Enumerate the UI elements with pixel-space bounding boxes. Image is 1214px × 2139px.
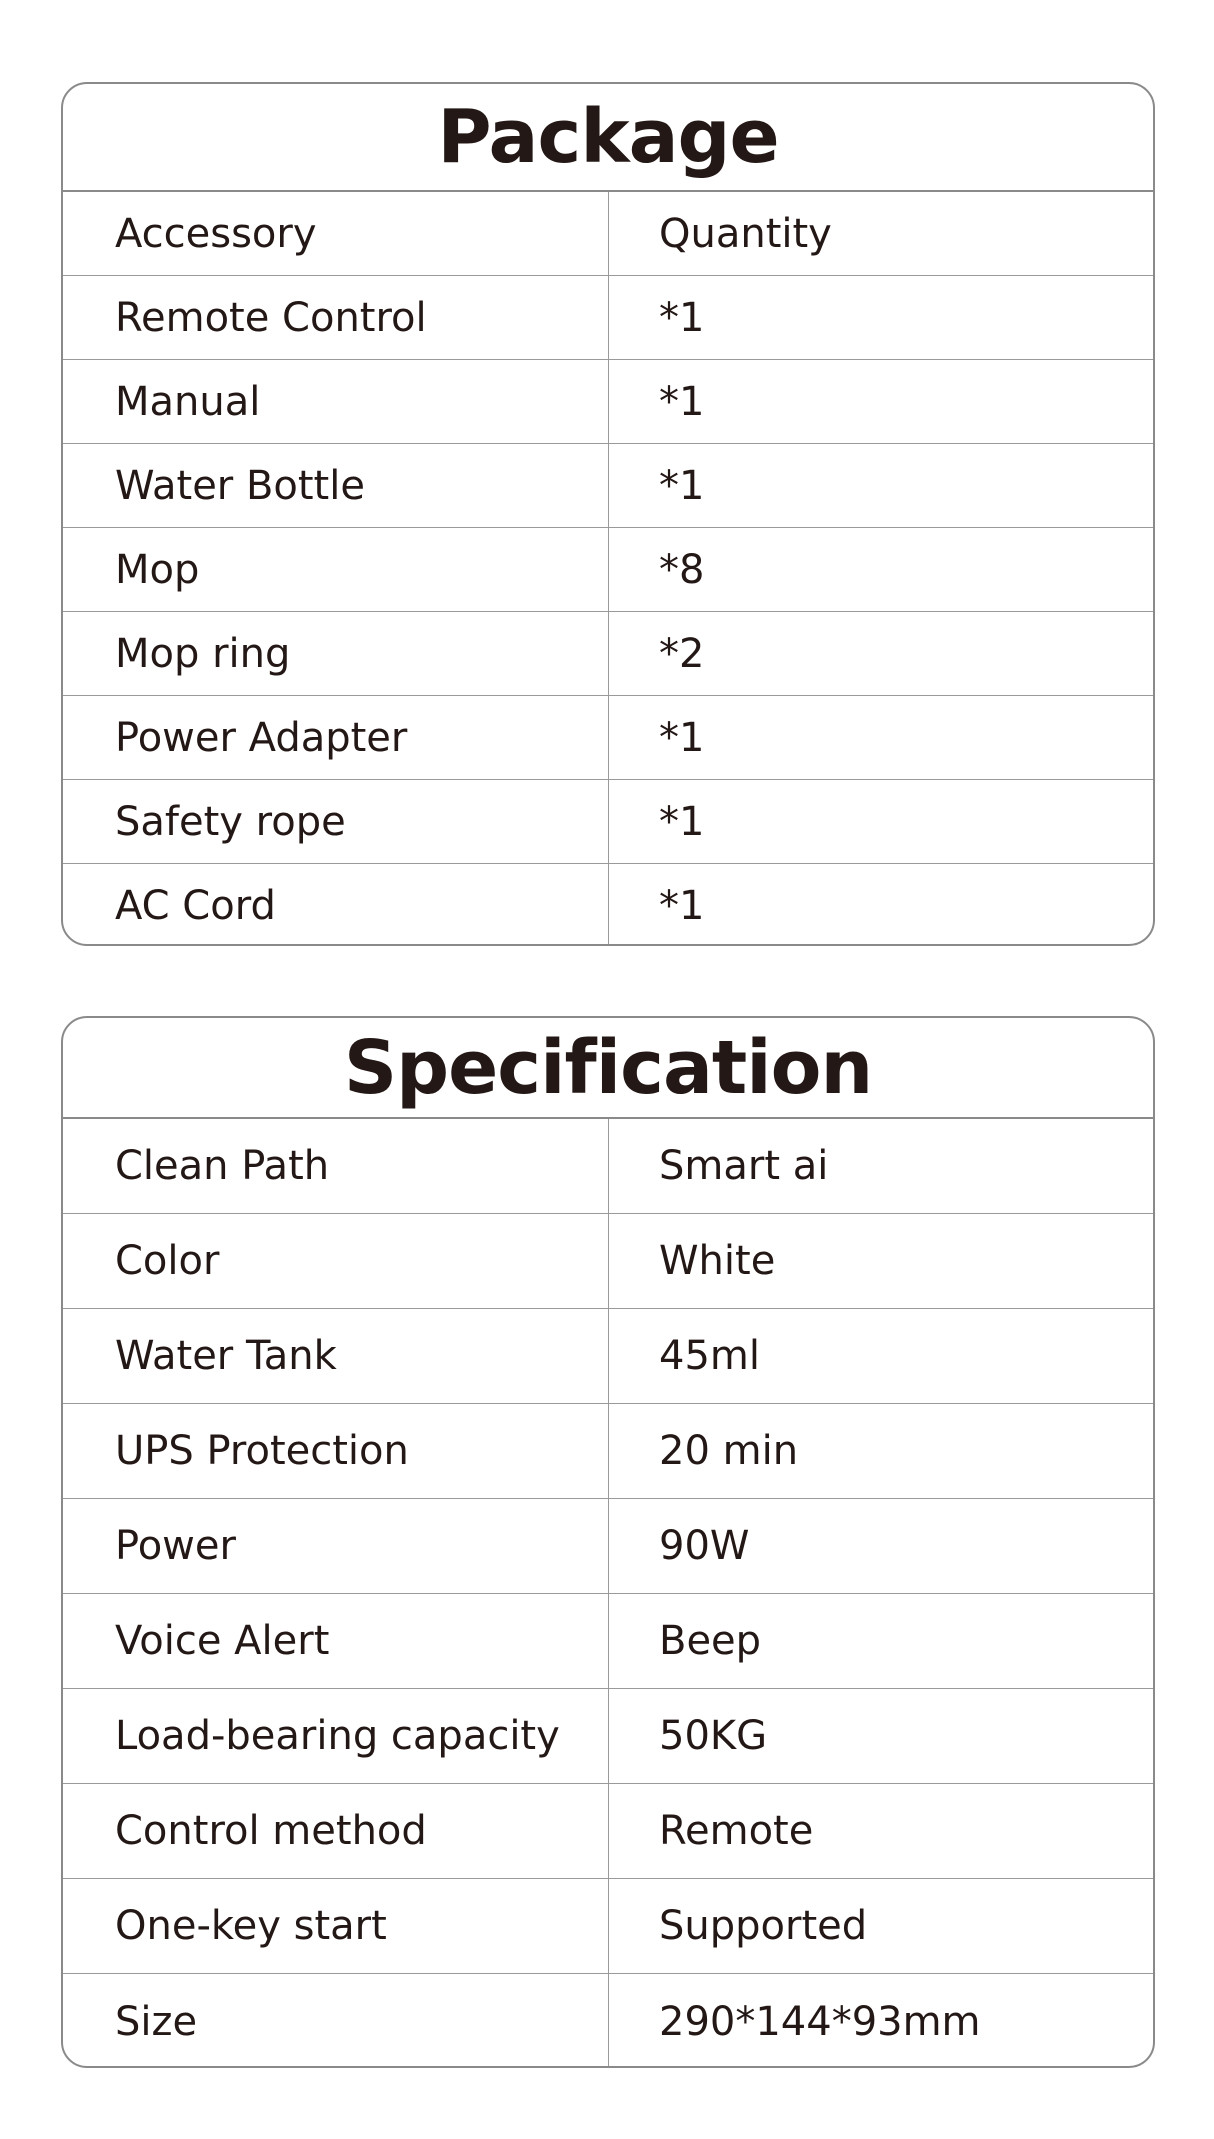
spec-label: Clean Path [63, 1119, 609, 1213]
spec-label: One-key start [63, 1879, 609, 1973]
package-item-name: Manual [63, 360, 609, 443]
spec-row [63, 1594, 1153, 1689]
spec-value: 290*144*93mm [659, 1998, 981, 2045]
spec-row [63, 1784, 1153, 1879]
spec-value: Remote [659, 1808, 814, 1854]
package-item-name: Water Bottle [63, 444, 609, 527]
spec-value: 45ml [659, 1333, 760, 1379]
package-item-quantity: *1 [659, 883, 705, 929]
spec-label: Water Tank [63, 1309, 609, 1403]
spec-label: UPS Protection [63, 1404, 609, 1498]
package-item-name: Mop ring [63, 612, 609, 695]
spec-label: Power [63, 1499, 609, 1593]
spec-row [63, 1499, 1153, 1594]
package-item-quantity: *1 [659, 714, 705, 761]
package-row [63, 612, 1153, 696]
spec-label: Control method [63, 1784, 609, 1878]
package-table [61, 82, 1155, 946]
package-row [63, 864, 1153, 946]
package-item-name: Mop [63, 528, 609, 611]
spec-row [63, 1404, 1153, 1499]
spec-row [63, 1119, 1153, 1214]
package-title: Package [63, 84, 1153, 192]
package-item-quantity: *8 [659, 546, 705, 593]
package-row [63, 444, 1153, 528]
package-row [63, 360, 1153, 444]
package-item-quantity: *1 [659, 462, 705, 509]
package-item-quantity: *1 [659, 378, 705, 425]
spec-value: 50KG [659, 1713, 768, 1759]
package-item-name: Remote Control [63, 276, 609, 359]
spec-label: Color [63, 1214, 609, 1308]
package-item-quantity: *1 [659, 798, 705, 845]
spec-value: Smart ai [659, 1143, 829, 1189]
specification-title: Specification [63, 1018, 1153, 1119]
spec-value: Beep [659, 1618, 762, 1664]
spec-value: White [659, 1238, 776, 1284]
spec-label: Voice Alert [63, 1594, 609, 1688]
package-item-quantity: *1 [659, 294, 705, 341]
spec-value: 90W [659, 1523, 750, 1569]
package-item-name: Power Adapter [63, 696, 609, 779]
package-item-quantity: *2 [659, 630, 705, 677]
spec-row [63, 1879, 1153, 1974]
package-row [63, 528, 1153, 612]
spec-label: Load-bearing capacity [63, 1689, 609, 1783]
package-header-quantity: Quantity [659, 210, 832, 257]
package-row [63, 780, 1153, 864]
spec-value: 20 min [659, 1428, 799, 1474]
spec-row [63, 1974, 1153, 2068]
package-row [63, 276, 1153, 360]
spec-row [63, 1214, 1153, 1309]
package-header-row [63, 192, 1153, 276]
spec-row [63, 1309, 1153, 1404]
spec-value: Supported [659, 1903, 868, 1949]
package-item-name: AC Cord [63, 864, 609, 946]
package-row [63, 696, 1153, 780]
package-header-accessory: Accessory [63, 192, 609, 275]
spec-label: Size [63, 1974, 609, 2068]
spec-row [63, 1689, 1153, 1784]
package-item-name: Safety rope [63, 780, 609, 863]
specification-table [61, 1016, 1155, 2068]
